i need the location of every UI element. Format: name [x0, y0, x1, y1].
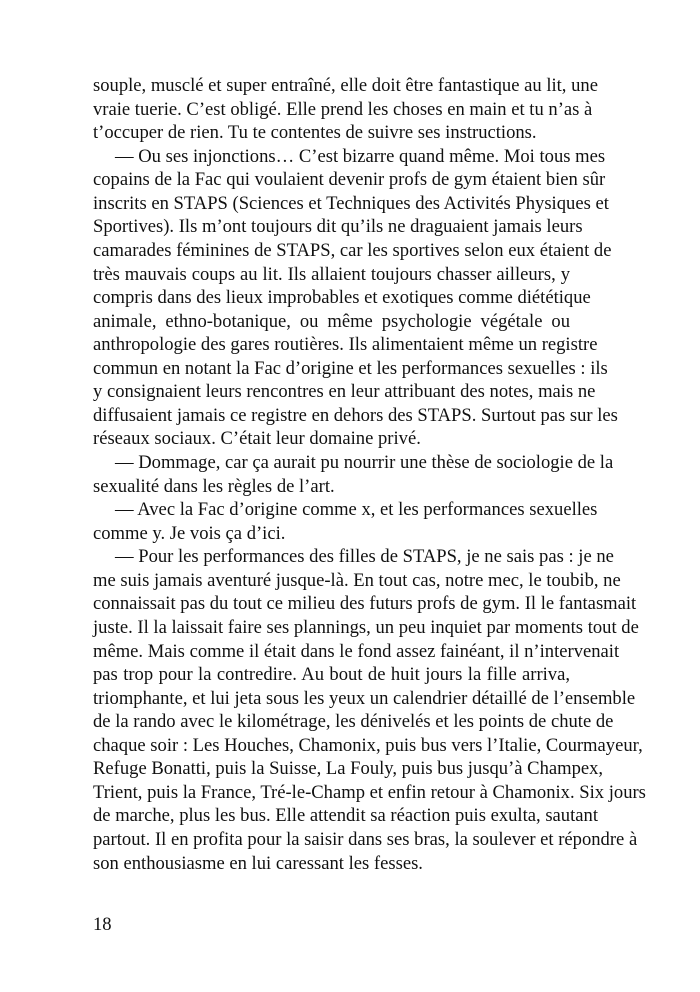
text-line: — Dommage, car ça aurait pu nourrir une thèse de sociologie de la [115, 452, 614, 473]
text-line: réseaux sociaux. C’était leur domaine privé. [93, 428, 421, 450]
text-line: souple, musclé et super entraîné, elle doit être fantastique au lit, une [93, 75, 598, 96]
paragraph [93, 498, 598, 545]
text-line: compris dans des lieux improbables et exotiques comme diététique [93, 287, 591, 309]
text-line: diffusaient jamais ce registre en dehors des STAPS. Surtout pas sur les [93, 404, 618, 426]
paragraph [93, 145, 618, 451]
text-line: pas trop pour la contredire. Au bout de huit jours la fille arriva, [93, 664, 570, 686]
text-line: très mauvais coups au lit. Ils allaient toujours chasser ailleurs, y [93, 263, 570, 285]
text-line: — Ou ses injonctions… C’est bizarre quand même. Moi tous mes [115, 145, 606, 167]
page-number: 18 [93, 914, 112, 935]
body-text [93, 74, 646, 875]
text-line: triomphante, et lui jeta sous les yeux un calendrier détaillé de l’ensemble [93, 687, 636, 709]
text-line: vraie tuerie. C’est obligé. Elle prend les choses en main et tu n’as à [93, 98, 593, 120]
text-line: inscrits en STAPS (Sciences et Techniques des Activités Physiques et [93, 192, 609, 214]
text-line: t’occuper de rien. Tu te contentes de suivre ses instructions. [93, 122, 537, 144]
text-line: Sportives). Ils m’ont toujours dit qu’ils ne draguaient jamais leurs [93, 216, 583, 238]
text-line: — Pour les performances des filles de STAPS, je ne sais pas : je ne [115, 546, 614, 568]
text-line: juste. Il la laissait faire ses plannings, un peu inquiet par moments tout de [93, 616, 639, 638]
text-line: connaissait pas du tout ce milieu des futurs profs de gym. Il le fantasmait [93, 593, 637, 615]
text-line: camarades féminines de STAPS, car les sportives selon eux étaient de [93, 239, 612, 261]
text-line: Refuge Bonatti, puis la Suisse, La Fouly, puis bus jusqu’à Champex, [93, 758, 604, 780]
text-line: même. Mais comme il était dans le fond assez fainéant, il n’intervenait [93, 640, 620, 662]
text-line: chaque soir : Les Houches, Chamonix, puis bus vers l’Italie, Courmayeur, [93, 734, 643, 756]
text-line: sexualité dans les règles de l’art. [93, 475, 335, 497]
text-line: me suis jamais aventuré jusque-là. En tout cas, notre mec, le toubib, ne [93, 569, 621, 591]
text-line: y consignaient leurs rencontres en leur attribuant des notes, mais ne [93, 381, 596, 403]
text-line: commun en notant la Fac d’origine et les performances sexuelles : ils [93, 357, 608, 379]
text-line: partout. Il en profita pour la saisir dans ses bras, la soulever et répondre à [93, 829, 638, 850]
paragraph [93, 74, 598, 145]
text-line: animale, ethno-botanique, ou même psychologie végétale ou [93, 310, 570, 332]
paragraph [93, 451, 614, 498]
paragraph [93, 545, 646, 875]
text-line: anthropologie des gares routières. Ils alimentaient même un registre [93, 334, 598, 356]
text-line: de marche, plus les bus. Elle attendit sa réaction puis exulta, sautant [93, 805, 598, 827]
text-line: — Avec la Fac d’origine comme x, et les performances sexuelles [115, 499, 598, 521]
text-line: Trient, puis la France, Tré-le-Champ et enfin retour à Chamonix. Six jours [93, 781, 646, 803]
text-line: son enthousiasme en lui caressant les fesses. [93, 852, 423, 874]
text-line: de la rando avec le kilométrage, les dénivelés et les points de chute de [93, 711, 614, 733]
text-line: comme y. Je vois ça d’ici. [93, 522, 286, 544]
text-line: copains de la Fac qui voulaient devenir profs de gym étaient bien sûr [93, 169, 606, 191]
